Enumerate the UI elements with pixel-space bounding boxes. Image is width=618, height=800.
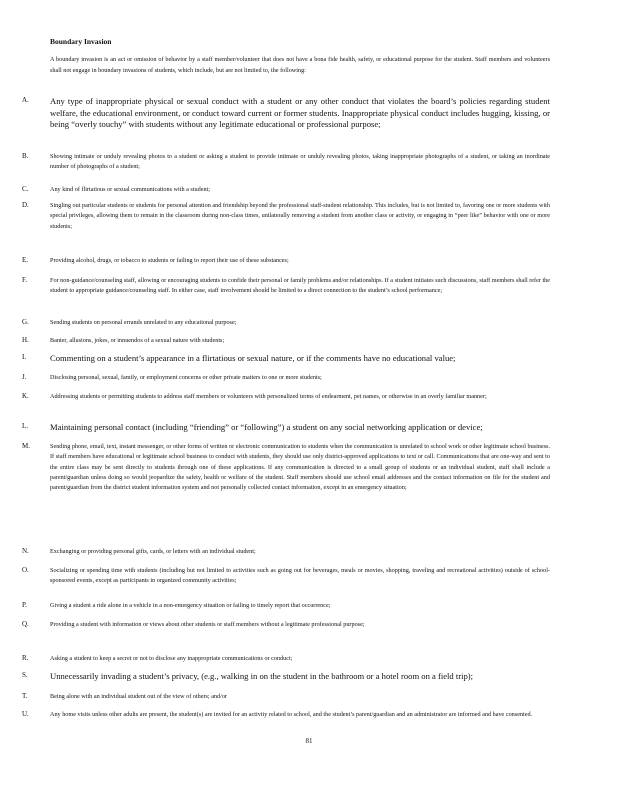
item-label: A. xyxy=(22,96,29,104)
item-label: L. xyxy=(22,422,29,430)
item-text: Providing alcohol, drugs, or tobacco to students or failing to report their use of these substances; xyxy=(50,257,289,264)
item-label: D. xyxy=(22,201,29,209)
item-label: N. xyxy=(22,547,29,555)
section-heading: Boundary Invasion xyxy=(50,37,112,46)
page-number: 81 xyxy=(305,737,313,745)
item-text: Maintaining personal contact (including “friending” or “following”) a student on any social networking application or device; xyxy=(50,422,483,432)
item-text: Any kind of flirtatious or sexual communications with a student; xyxy=(50,186,210,193)
item-text: Exchanging or providing personal gifts, cards, or letters with an individual student; xyxy=(50,548,256,555)
item-label: U. xyxy=(22,710,29,718)
item-text: Banter, allusions, jokes, or innuendos of a sexual nature with students; xyxy=(50,337,225,344)
item-text: Asking a student to keep a secret or not to disclose any inappropriate communications or conduct; xyxy=(50,655,293,662)
item-label: M. xyxy=(22,442,30,450)
item-text: Singling out particular students or students for personal attention and friendship beyond the professional staff-student relationship. This includes, but is not limited to, favoring one or more students with special privileges, allowing them to remain in the classroom during non-class times, unilaterally removing a student from another class or activity, or engaging in “peer like” behavior with one or more students; xyxy=(50,202,550,230)
item-label: S. xyxy=(22,671,28,679)
item-label: O. xyxy=(22,566,29,574)
item-label: P. xyxy=(22,601,27,609)
item-text: Sending students on personal errands unrelated to any educational purpose; xyxy=(50,319,237,326)
item-label: F. xyxy=(22,276,28,284)
item-text: Any home visits unless other adults are present, the student(s) are invited for an activity related to school, and the student’s parent/guardian and an administrator are informed and have consented. xyxy=(50,711,533,718)
item-label: G. xyxy=(22,318,29,326)
item-label: Q. xyxy=(22,620,29,628)
item-text: Showing intimate or unduly revealing photos to a student or asking a student to provide intimate or unduly revealing photos, taking inappropriate photographs of a student, or taking an inordinate number of photographs of a student; xyxy=(50,153,550,171)
item-label: J. xyxy=(22,373,27,381)
item-label: K. xyxy=(22,392,29,400)
item-label: B. xyxy=(22,152,29,160)
item-text: Being alone with an individual student out of the view of others; and/or xyxy=(50,693,227,700)
item-text: Addressing students or permitting students to address staff members or volunteers with personalized terms of endearment, pet names, or otherwise in an overly familiar manner; xyxy=(50,393,487,400)
item-label: R. xyxy=(22,654,29,662)
item-text: Any type of inappropriate physical or sexual conduct with a student or any other conduct that violates the board’s policies regarding student welfare, the educational environment, or conduct toward current or former students. Inappropriate physical conduct includes hugging, kissing, or being “overly touchy” with students without any legitimate educational or professional purpose; xyxy=(50,96,550,129)
item-label: H. xyxy=(22,336,29,344)
item-label: I. xyxy=(22,353,27,361)
item-text: Providing a student with information or views about other students or staff members without a legitimate professional purpose; xyxy=(50,621,365,628)
item-text: Unnecessarily invading a student’s privacy, (e.g., walking in on the student in the bathroom or a hotel room on a field trip); xyxy=(50,671,474,681)
item-label: C. xyxy=(22,185,29,193)
item-text: Sending phone, email, text, instant messenger, or other forms of written or electronic communication to students when the communication is unrelated to school work or other legitimate school business. If staff members have educational or legitimate school business to conduct with students, they should use only district-approved applications to text or call. Communications that are one-way and sent to the entire class may be sent directly to students through one of these applications. If any communication is directed to a small group of students or an individual student, staff shall include a parent/guardian unless doing so would jeopardize the safety, health or welfare of the student. Staff members should use school email addresses and the contact information on file for the student and parent/guardian from the district student information system and not personally collected contact information, except in an emergency situation; xyxy=(50,443,550,492)
intro-paragraph: A boundary invasion is an act or omission of behavior by a staff member/volunteer that does not have a bona fide health, safety, or educational purpose for the student. Staff members and volunteers shall not engage in boundary invasions of students, which include, but are not limited to, the following: xyxy=(50,56,550,74)
item-text: Commenting on a student’s appearance in a flirtatious or sexual nature, or if the comments have no educational value; xyxy=(50,353,456,363)
item-text: For non-guidance/counseling staff, allowing or encouraging students to confide their personal or family problems and/or relationships. If a student initiates such discussions, staff members shall refer the student to appropriate guidance/counseling staff. In either case, staff involvement should be limited to a direct connection to the student’s school performance; xyxy=(50,277,550,295)
item-label: E. xyxy=(22,256,29,264)
item-text: Disclosing personal, sexual, family, or employment concerns or other private matters to one or more students; xyxy=(50,374,322,381)
item-text: Giving a student a ride alone in a vehicle in a non-emergency situation or failing to timely report that occurrence; xyxy=(50,602,331,609)
item-text: Socializing or spending time with students (including but not limited to activities such as going out for beverages, meals or movies, shopping, traveling and recreational activities) outside of school-sponsored events, except as participants in organized community activities; xyxy=(50,567,550,585)
item-label: T. xyxy=(22,692,28,700)
